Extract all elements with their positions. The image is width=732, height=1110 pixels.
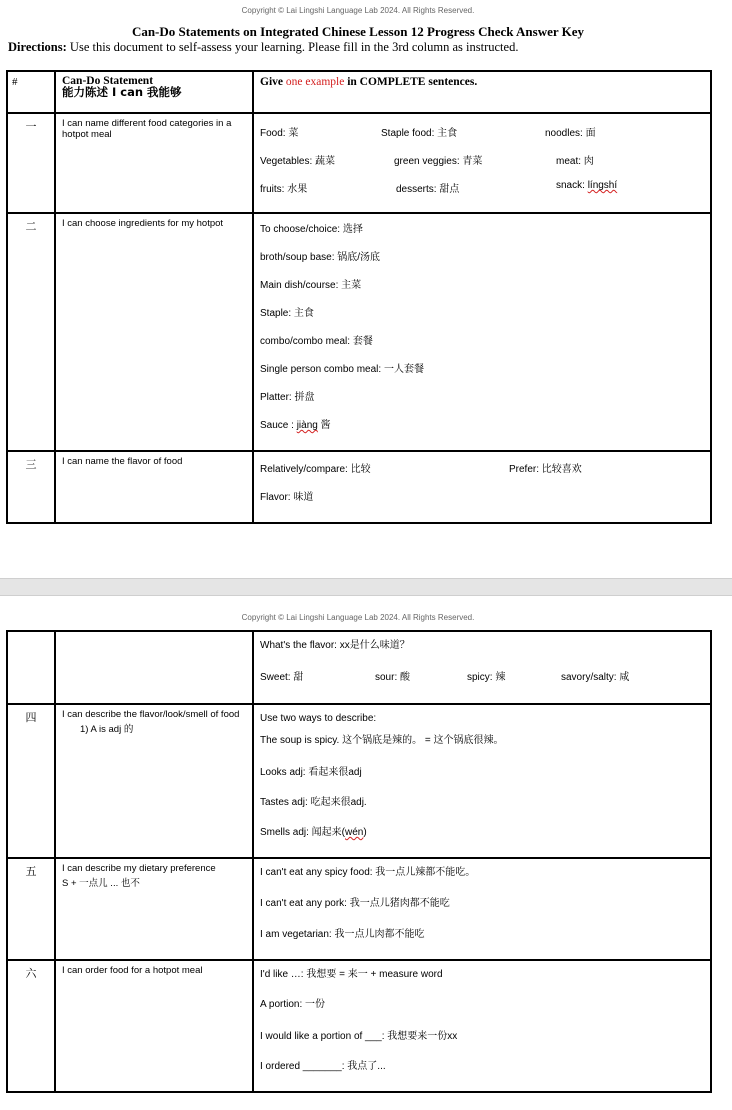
row-statement: I can order food for a hotpot meal — [55, 960, 253, 1092]
pinyin-wen: wén — [345, 827, 364, 838]
example-line — [260, 180, 704, 208]
example-line: I am vegetarian: 我一点儿肉都不能吃 — [260, 929, 425, 940]
table-row — [7, 960, 711, 1092]
header-statement — [55, 71, 253, 113]
header-example-pre: Give — [260, 76, 286, 88]
example-line: combo/combo meal: 套餐 — [260, 336, 373, 347]
page-break — [0, 578, 732, 596]
example-line: Flavor: 味道 — [260, 492, 314, 503]
row-examples — [253, 631, 711, 704]
directions — [8, 40, 518, 55]
example-line: I ordered _______: 我点了... — [260, 1061, 386, 1072]
directions-label: Directions: — [8, 40, 67, 54]
document-title: Can-Do Statements on Integrated Chinese Lesson 12 Progress Check Answer Key — [131, 24, 585, 39]
table-row — [7, 113, 711, 213]
table-row — [7, 858, 711, 960]
example-line: To choose/choice: 选择 — [260, 224, 363, 235]
example-line — [260, 152, 704, 180]
example-line: Tastes adj: 吃起来很adj. — [260, 797, 367, 808]
example-text: fruits: 水果 — [260, 184, 308, 195]
header-example — [253, 71, 711, 113]
row-statement — [55, 704, 253, 858]
example-line — [260, 460, 704, 490]
example-line: broth/soup base: 锅底/汤底 — [260, 252, 381, 263]
can-do-table-page2 — [6, 630, 712, 1093]
example-line: Sauce : jiàng 酱 — [260, 420, 331, 431]
example-line: I can't eat any pork: 我一点儿猪肉都不能吃 — [260, 898, 450, 909]
example-line: Staple: 主食 — [260, 308, 314, 319]
row-statement — [55, 631, 253, 704]
row-examples — [253, 858, 711, 960]
copyright-notice: Copyright © Lai Lingshi Language Lab 2024. All Rights Reserved. — [241, 613, 475, 622]
header-example-post: in COMPLETE sentences. — [344, 76, 478, 88]
row-statement: I can name the flavor of food — [55, 451, 253, 523]
example-line: Looks adj: 看起来很adj — [260, 767, 362, 778]
row-number — [7, 631, 55, 704]
row-examples — [253, 704, 711, 858]
example-line: Smells adj: 闻起来(wén) — [260, 827, 367, 838]
example-line: Main dish/course: 主菜 — [260, 280, 362, 291]
example-line: I'd like …: 我想要 = 来一 + measure word — [260, 969, 443, 980]
pinyin-snack: língshí — [587, 180, 618, 191]
example-line: Platter: 拼盘 — [260, 392, 315, 403]
example-text: meat: 肉 — [556, 156, 594, 167]
row-examples — [253, 213, 711, 451]
example-text: spicy: 辣 — [467, 672, 506, 683]
row-examples — [253, 451, 711, 523]
example-line: What's the flavor: xx是什么味道？ — [260, 640, 410, 651]
row-number: 二 — [7, 213, 55, 451]
example-text: Food: 菜 — [260, 128, 299, 139]
example-line — [260, 124, 704, 152]
example-text: Staple food: 主食 — [381, 128, 458, 139]
directions-text: Use this document to self-assess your learning. Please fill in the 3rd column as instructed. — [66, 40, 519, 54]
header-statement-subtitle: 能力陈述 I can 我能够 — [62, 85, 182, 99]
example-line: A portion: 一份 — [260, 999, 326, 1010]
example-text: Vegetables: 蔬菜 — [260, 156, 336, 167]
row-examples — [253, 113, 711, 213]
example-line: I can't eat any spicy food: 我一点儿辣都不能吃。 — [260, 867, 476, 878]
row-statement: I can name different food categories in a hotpot meal — [55, 113, 253, 213]
header-example-red: one example — [285, 76, 345, 88]
table-row — [7, 704, 711, 858]
example-line: I would like a portion of ___: 我想要来一份xx — [260, 1031, 458, 1042]
can-do-table-page1 — [6, 70, 712, 524]
example-text: desserts: 甜点 — [396, 184, 460, 195]
page-2 — [0, 596, 732, 1110]
example-text: noodles: 面 — [545, 128, 596, 139]
table-header-row — [7, 71, 711, 113]
row-number: 五 — [7, 858, 55, 960]
example-text: Prefer: 比较喜欢 — [509, 464, 582, 475]
statement-text: I can describe my dietary preference — [62, 863, 216, 874]
example-line — [260, 668, 704, 696]
row-statement — [55, 858, 253, 960]
statement-text: I can describe the flavor/look/smell of food — [62, 709, 240, 720]
statement-subpoint: 1) A is adj 的 — [80, 724, 134, 735]
header-number: # — [7, 71, 55, 113]
row-statement: I can choose ingredients for my hotpot — [55, 213, 253, 451]
row-examples — [253, 960, 711, 1092]
example-text: Sweet: 甜 — [260, 672, 304, 683]
table-row — [7, 451, 711, 523]
example-text: snack: língshí — [556, 180, 618, 191]
copyright-notice: Copyright © Lai Lingshi Language Lab 2024. All Rights Reserved. — [241, 6, 475, 15]
example-text: sour: 酸 — [375, 672, 411, 683]
example-text: green veggies: 青菜 — [394, 156, 483, 167]
example-text: Relatively/compare: 比较 — [260, 464, 371, 475]
example-line: Use two ways to describe: — [260, 713, 377, 724]
table-row — [7, 631, 711, 704]
table-row — [7, 213, 711, 451]
row-number: 三 — [7, 451, 55, 523]
header-statement-title: Can-Do Statement — [62, 75, 154, 87]
row-number: 四 — [7, 704, 55, 858]
example-text: savory/salty: 咸 — [561, 672, 630, 683]
example-line: Single person combo meal: 一人套餐 — [260, 364, 424, 375]
pinyin-sauce: jiàng — [296, 420, 318, 431]
row-number: 一 — [7, 113, 55, 213]
row-number: 六 — [7, 960, 55, 1092]
example-line: The soup is spicy. 这个锅底是辣的。 = 这个锅底很辣。 — [260, 735, 504, 746]
statement-subpoint: S + 一点儿 ... 也不 — [62, 878, 140, 889]
